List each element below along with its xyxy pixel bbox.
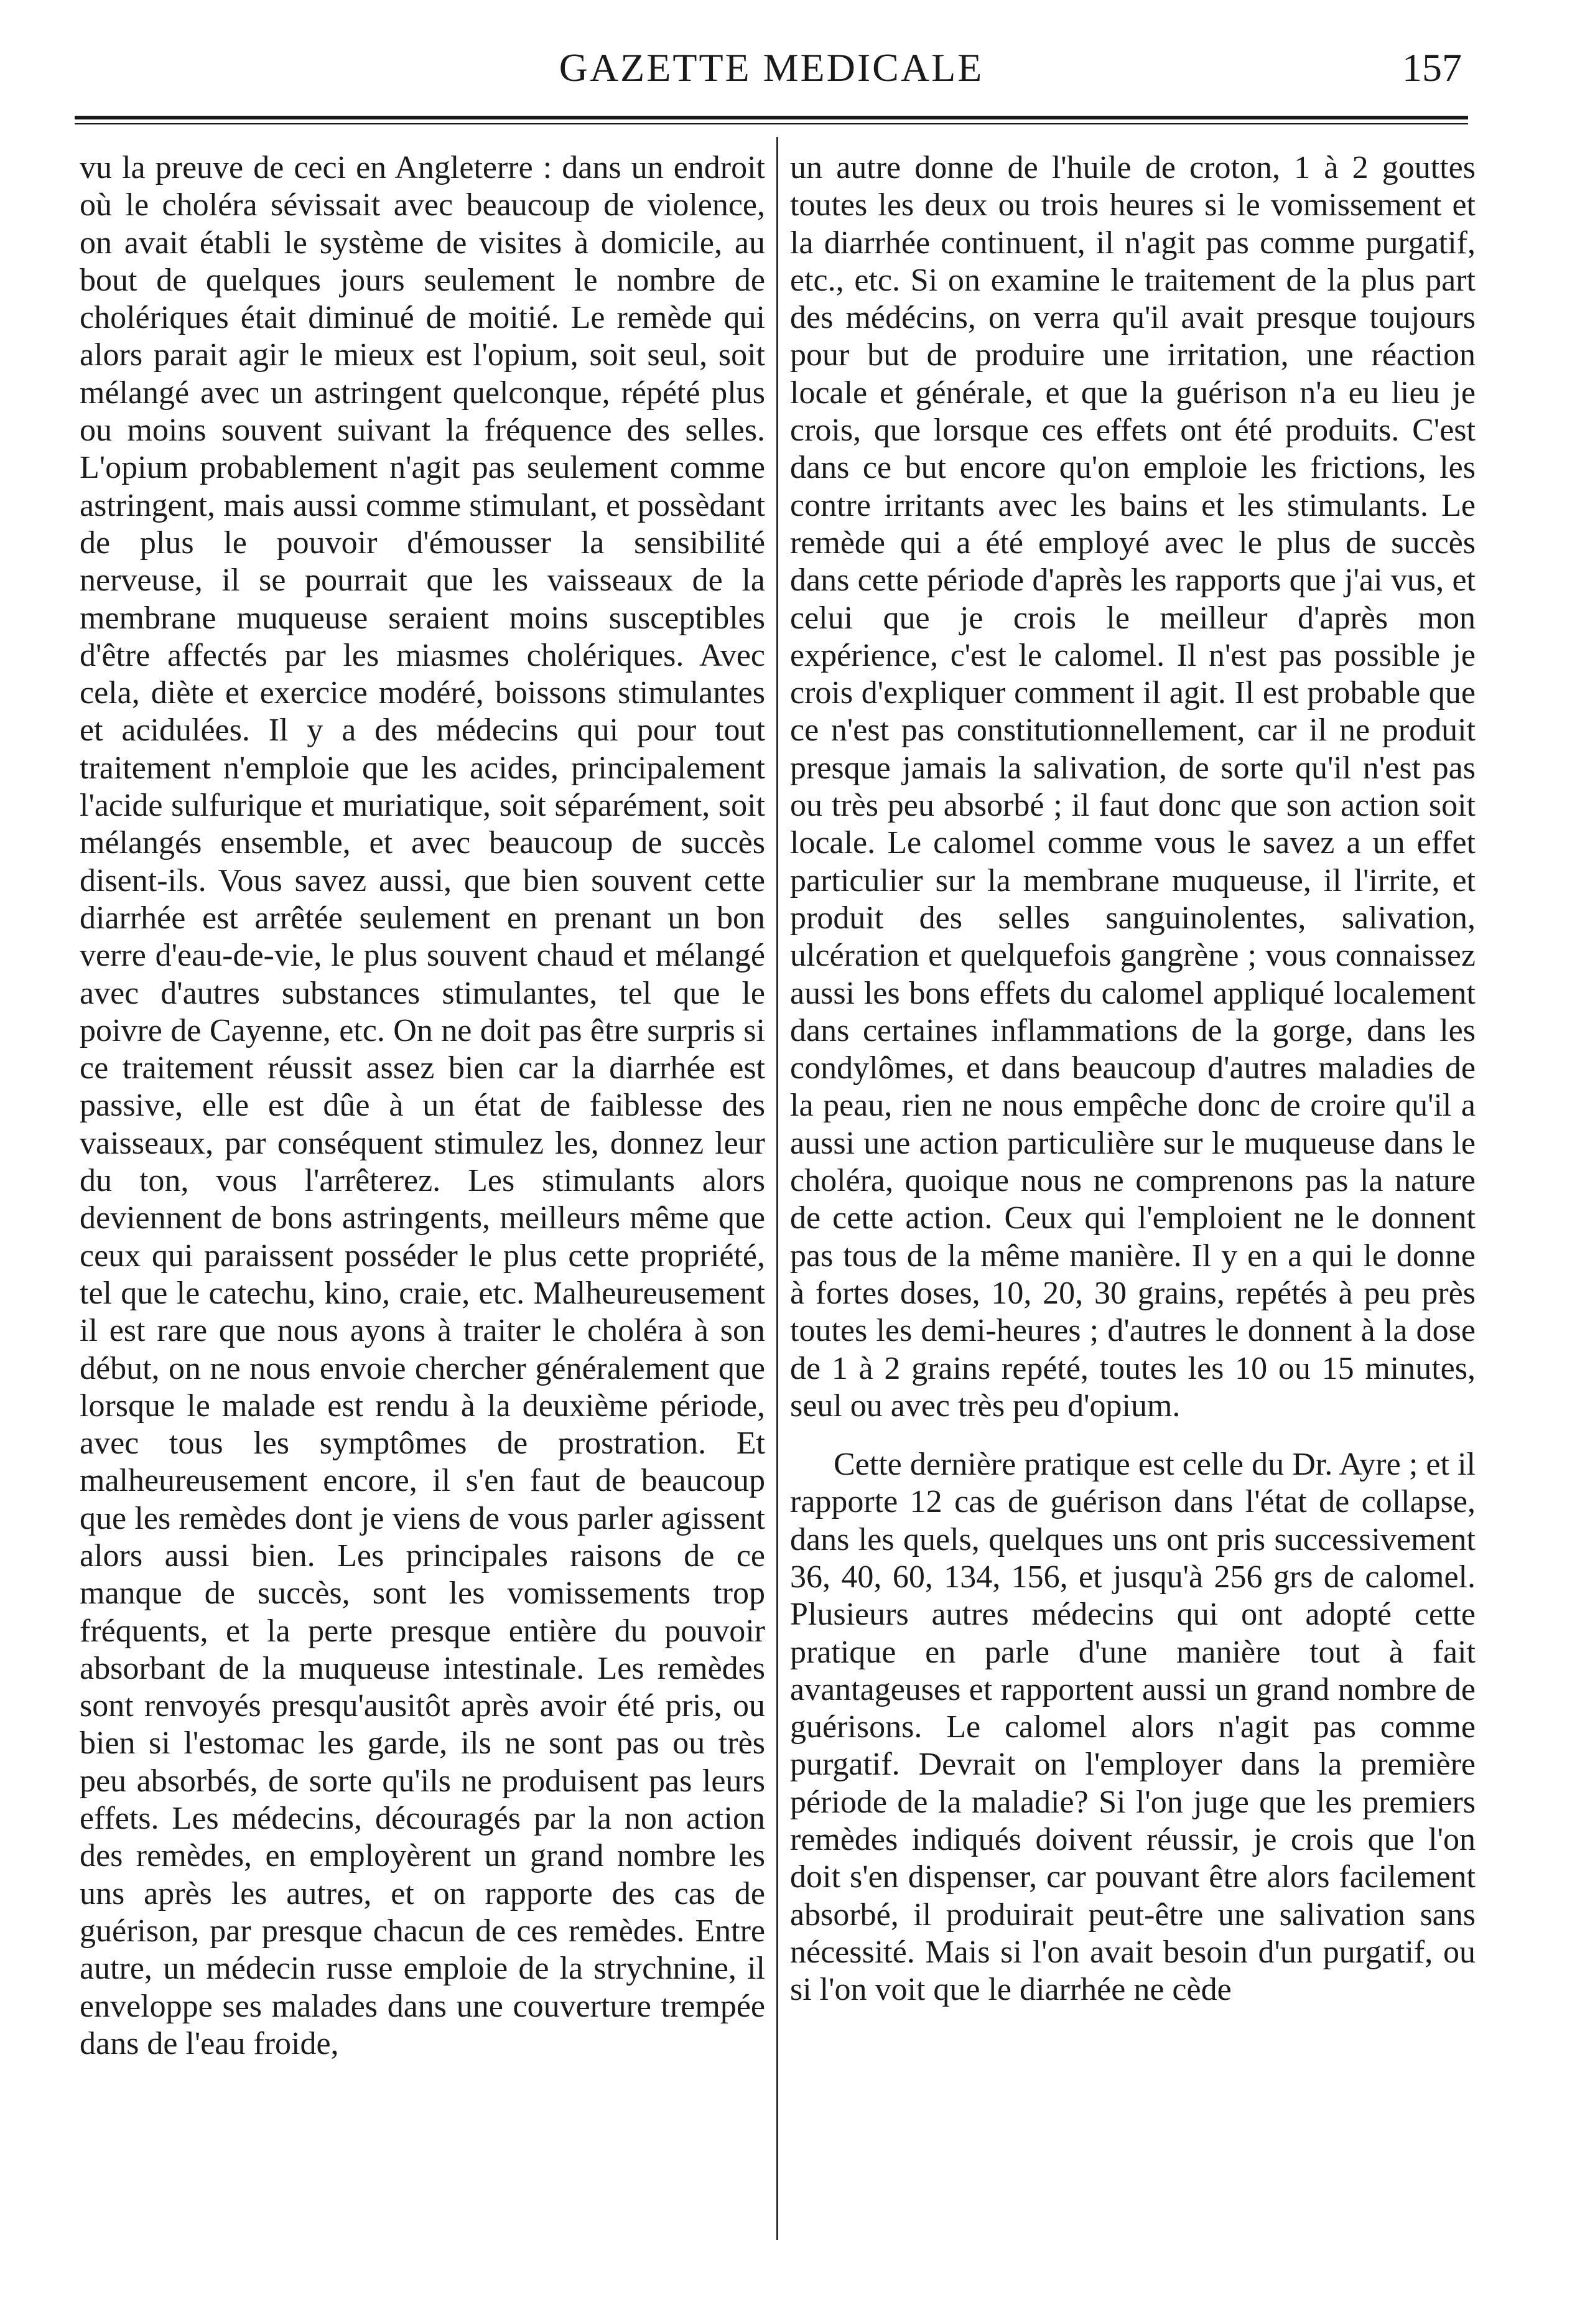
right-paragraph-1: un autre donne de l'huile de croton, 1 à 2 gouttes toutes les deux ou trois heures si le vomissement et la diarrhée continuent, il n'agit pas comme purgatif, etc., etc. Si on examine le traitement de la plus part des médécins, on verra qu'il avait presque toujours pour but de produire une irritation, une réaction locale et générale, et que la guérison n'a eu lieu je crois, que lorsque ces effets ont été produits. C'est dans ce but encore qu'on emploie les frictions, les contre irritants avec les bains et les stimulants. Le remède qui a été employé avec le plus de succès dans cette période d'après les rapports que j'ai vus, et celui que je crois le meilleur d'après mon expérience, c'est le calomel. Il n'est pas possible je crois d'expliquer comment il agit. Il est probable que ce n'est pas constitutionnellement, car il ne produit presque jamais la salivation, de sorte qu'il n'est pas ou très peu absorbé ; il faut donc que son action soit locale. Le calomel comme vous le savez a un effet particulier sur la membrane muqueuse, il l'irrite, et produit des selles sanguinolentes, salivation, ulcération et quelquefois gangrène ; vous connaissez aussi les bons effets du calomel appliqué localement dans certaines inflammations de la gorge, dans les condylômes, et dans beaucoup d'autres maladies de la peau, rien ne nous empêche donc de croire qu'il a aussi une action particulière sur le muqueuse dans le choléra, quoique nous ne comprenons pas la nature de cette action. Ceux qui l'emploient ne le donnent pas tous de la même manière. Il y en a qui le donne à fortes doses, 10, 20, 30 grains, repétés à peu près toutes les demi-heures ; d'autres le donnent à la dose de 1 à 2 grains repété, toutes les 10 ou 15 minutes, seul ou avec très peu d'opium. <box>790 150 1476 1424</box>
right-column <box>790 149 1476 2009</box>
page-header <box>75 36 1468 105</box>
right-paragraph-2: Cette dernière pratique est celle du Dr. Ayre ; et il rapporte 12 cas de guérison dans l'état de collapse, dans les quels, quelques uns ont pris successivement 36, 40, 60, 134, 156, et jusqu'à 256 grs de calomel. Plusieurs autres médecins qui ont adopté cette pratique en parle d'une manière tout à fait avantageuses et rapportent aussi un grand nombre de guérisons. Le calomel alors n'agit pas comme purgatif. Devrait on l'employer dans la première période de la maladie? Si l'on juge que les premiers remèdes indiqués doivent réussir, je crois que l'on doit s'en dispenser, car pouvant être alors facilement absorbé, il produirait peut-être une salivation sans nécessité. Mais si l'on avait besoin d'un purgatif, ou si l'on voit que le diarrhée ne cède <box>790 1447 1476 2008</box>
left-paragraph-1: vu la preuve de ceci en Angleterre : dans un endroit où le choléra sévissait avec beaucoup de violence, on avait établi le système de visites à domicile, au bout de quelques jours seulement le nombre de cholériques était diminué de moitié. Le remède qui alors parait agir le mieux est l'opium, soit seul, soit mélangé avec un astringent quelconque, répété plus ou moins souvent suivant la fréquence des selles. L'opium probablement n'agit pas seulement comme astringent, mais aussi comme stimulant, et possèdant de plus le pouvoir d'émousser la sensibilité nerveuse, il se pourrait que les vaisseaux de la membrane muqueuse seraient moins susceptibles d'être affectés par les miasmes cholériques. Avec cela, diète et exercice modéré, boissons stimulantes et acidulées. Il y a des médecins qui pour tout traitement n'emploie que les acides, principalement l'acide sulfurique et muriatique, soit séparément, soit mélangés ensemble, et avec beaucoup de succès disent-ils. Vous savez aussi, que bien souvent cette diarrhée est arrêtée seulement en prenant un bon verre d'eau-de-vie, le plus souvent chaud et mélangé avec d'autres substances stimulantes, tel que le poivre de Cayenne, etc. On ne doit pas être surpris si ce traitement réussit assez bien car la diarrhée est passive, elle est dûe à un état de faiblesse des vaisseaux, par conséquent stimulez les, donnez leur du ton, vous l'arrêterez. Les stimulants alors deviennent de bons astringents, meilleurs même que ceux qui paraissent posséder le plus cette propriété, tel que le catechu, kino, craie, etc. Malheureusement il est rare que nous ayons à traiter le choléra à son début, on ne nous envoie chercher généralement que lorsque le malade est rendu à la deuxième période, avec tous les symptômes de prostration. Et malheureusement encore, il s'en faut de beaucoup que les remèdes dont je viens de vous parler agissent alors aussi bien. Les principales raisons de ce manque de succès, sont les vomissements trop fréquents, et la perte presque entière du pouvoir absorbant de la muqueuse intestinale. Les remèdes sont renvoyés presqu'ausitôt après avoir été pris, ou bien si l'estomac les garde, ils ne sont pas ou très peu absorbés, de sorte qu'ils ne produisent pas leurs effets. Les médecins, découragés par la non action des remèdes, en employèrent un grand nombre les uns après les autres, et on rapporte des cas de guérison, par presque chacun de ces remèdes. Entre autre, un médecin russe emploie de la strychnine, il enveloppe ses malades dans une couverture trempée dans de l'eau froide, <box>80 150 765 2061</box>
running-title: GAZETTE MEDICALE <box>559 45 984 90</box>
header-rule-thin <box>75 123 1468 124</box>
column-divider <box>776 137 778 2240</box>
left-column <box>80 149 765 2063</box>
page-number: 157 <box>1402 45 1462 90</box>
header-rule-thick <box>75 116 1468 119</box>
